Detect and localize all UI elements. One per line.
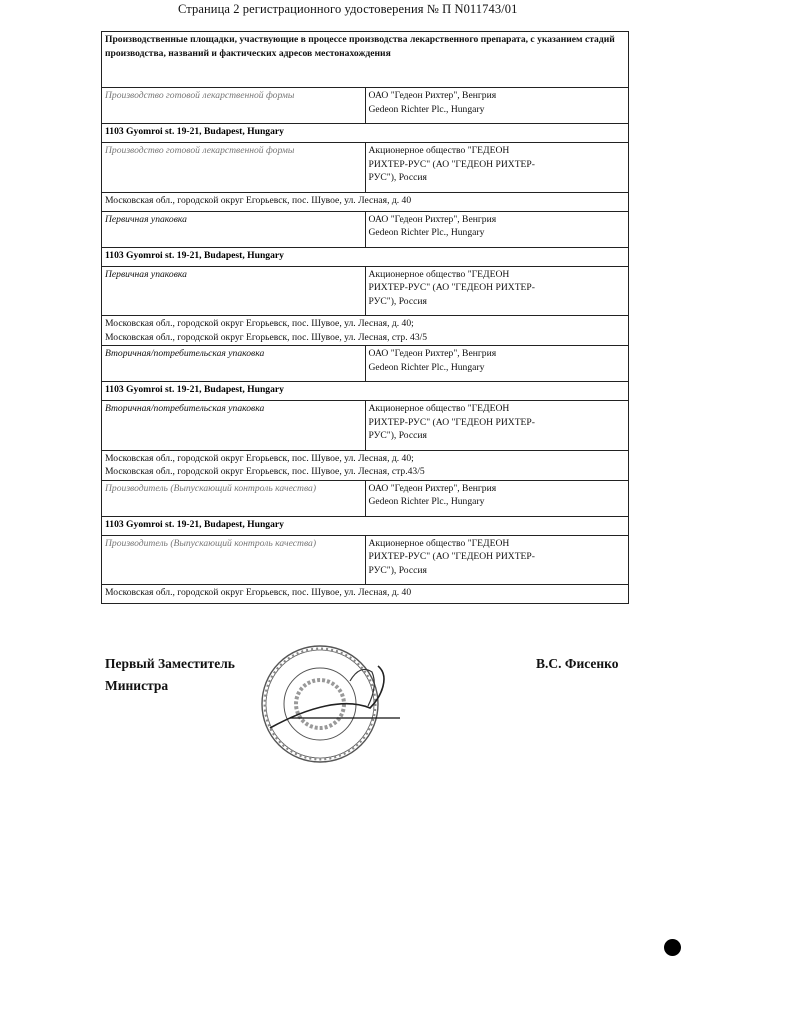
company-line: Gedeon Richter Plc., Hungary [368,227,485,238]
site-stage-row [102,535,629,585]
company-line: РИХТЕР-РУС" (АО "ГЕДЕОН РИХТЕР- [368,282,535,293]
address-line: 1103 Gyomroi st. 19-21, Budapest, Hungary [105,518,284,530]
manufacturer-company [365,211,629,247]
site-stage-row [102,266,629,316]
site-stage-row [102,143,629,193]
company-line: РИХТЕР-РУС" (АО "ГЕДЕОН РИХТЕР- [368,416,535,428]
company-line: Акционерное общество "ГЕДЕОН [368,537,510,549]
signature-stroke [270,666,384,728]
site-address-row [102,585,629,604]
company-line: ОАО "Гедеон Рихтер", Венгрия [368,90,497,101]
table-heading-row [102,32,629,88]
production-stage: Вторичная/потребительская упаковка [102,401,366,451]
site-address-row [102,124,629,143]
manufacturer-company [365,480,629,516]
manufacturer-company [365,401,629,451]
site-address-row [102,247,629,266]
site-address [102,247,629,266]
manufacturer-company [365,88,629,124]
signatory-name: В.С. Фисенко [536,656,619,671]
official-seal-stamp [250,636,400,771]
corner-dot [664,939,681,956]
company-line: ОАО "Гедеон Рихтер", Венгрия [368,348,497,359]
site-address-row [102,516,629,535]
site-address [102,450,629,480]
address-line: 1103 Gyomroi st. 19-21, Budapest, Hungary [105,126,284,137]
production-stage: Производитель (Выпускающий контроль качества) [102,535,366,585]
production-stage: Вторичная/потребительская упаковка [102,346,366,382]
table-heading: Производственные площадки, участвующие в процессе производства лекарственного препарата, с указанием стадий производства, названий и фактических адресов местонахождения [102,32,629,88]
site-address [102,192,629,211]
address-line: Московская обл., городской округ Егорьевск, пос. Шувое, ул. Лесная, стр.43/5 [105,466,425,477]
manufacturer-company [365,143,629,193]
address-line: Московская обл., городской округ Егорьевск, пос. Шувое, ул. Лесная, стр. 43/5 [105,331,428,343]
address-line: Московская обл., городской округ Егорьевск, пос. Шувое, ул. Лесная, д. 40 [105,587,412,598]
company-line: РУС"), Россия [368,172,427,183]
site-address [102,585,629,604]
production-stage: Производитель (Выпускающий контроль качества) [102,480,366,516]
signatory-title [105,653,235,697]
signatory-title-line-2: Министра [105,678,169,693]
site-address [102,516,629,535]
company-line: ОАО "Гедеон Рихтер", Венгрия [368,482,497,494]
site-address-row [102,450,629,480]
site-stage-row [102,480,629,516]
site-stage-row [102,401,629,451]
company-line: Gedeon Richter Plc., Hungary [368,361,485,373]
address-line: Московская обл., городской округ Егорьевск, пос. Шувое, ул. Лесная, д. 40; [105,318,414,329]
company-line: Акционерное общество "ГЕДЕОН [368,268,510,280]
site-stage-row [102,211,629,247]
address-line: 1103 Gyomroi st. 19-21, Budapest, Hungary [105,249,284,261]
company-line: РУС"), Россия [368,295,427,307]
site-address [102,124,629,143]
production-stage: Первичная упаковка [102,211,366,247]
manufacturer-company [365,535,629,585]
site-address [102,316,629,346]
page-header: Страница 2 регистрационного удостоверения № П N011743/01 [178,2,518,16]
production-stage: Производство готовой лекарственной формы [102,143,366,193]
company-line: РИХТЕР-РУС" (АО "ГЕДЕОН РИХТЕР- [368,158,535,170]
company-line: ОАО "Гедеон Рихтер", Венгрия [368,213,497,225]
company-line: РИХТЕР-РУС" (АО "ГЕДЕОН РИХТЕР- [368,551,535,562]
production-stage: Первичная упаковка [102,266,366,316]
signatory-title-line-1: Первый Заместитель [105,656,235,671]
company-line: Акционерное общество "ГЕДЕОН [368,403,510,414]
site-stage-row [102,88,629,124]
site-address-row [102,382,629,401]
manufacturer-company [365,346,629,382]
production-stage: Производство готовой лекарственной формы [102,88,366,124]
company-line: РУС"), Россия [368,564,427,576]
address-line: Московская обл., городской округ Егорьевск, пос. Шувое, ул. Лесная, д. 40; [105,452,414,464]
address-line: Московская обл., городской округ Егорьевск, пос. Шувое, ул. Лесная, д. 40 [105,194,412,206]
address-line: 1103 Gyomroi st. 19-21, Budapest, Hungary [105,384,284,395]
site-address [102,382,629,401]
company-line: Gedeon Richter Plc., Hungary [368,496,485,507]
manufacturer-company [365,266,629,316]
site-address-row [102,316,629,346]
site-address-row [102,192,629,211]
company-line: РУС"), Россия [368,430,427,441]
company-line: Gedeon Richter Plc., Hungary [368,103,485,115]
company-line: Акционерное общество "ГЕДЕОН [368,145,510,156]
production-sites-table [101,31,629,604]
site-stage-row [102,346,629,382]
